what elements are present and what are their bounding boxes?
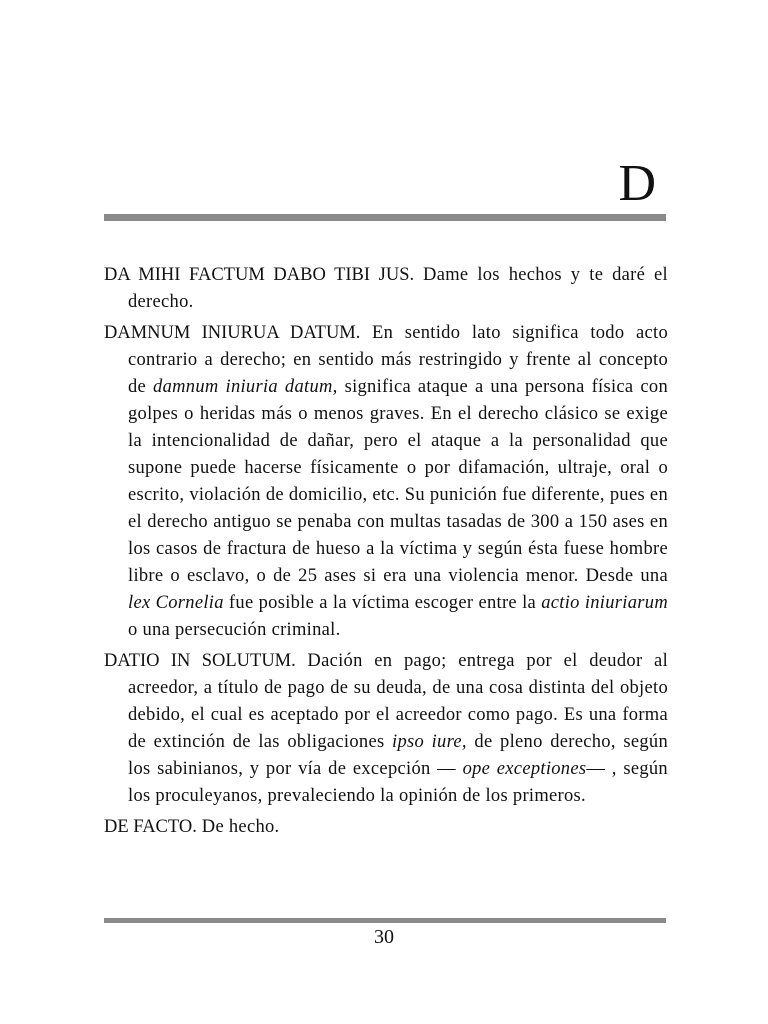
entry-italic-term: damnum iniuria datum, — [153, 377, 338, 397]
entry-italic-term: ope exceptiones — [462, 759, 587, 779]
entry-italic-term: actio iniuriarum — [541, 593, 668, 613]
entry-term: DA MIHI FACTUM DABO TIBI JUS. — [104, 265, 415, 285]
entry-definition: En sentido lato significa todo acto contrario a derecho; en sentido más restringido y frente al concepto de — [128, 323, 669, 397]
entry-da-mihi-factum — [104, 262, 668, 316]
entry-definition: Dame los hechos y te daré el derecho. — [128, 265, 668, 312]
page-number: 30 — [374, 926, 394, 948]
entry-term: DATIO IN SOLUTUM. — [104, 651, 296, 671]
entry-term: DAMNUM INIURUA DATUM. — [104, 323, 361, 343]
entry-damnum-iniurua-datum — [104, 320, 668, 644]
entry-datio-in-solutum — [104, 648, 668, 810]
dictionary-entries — [104, 262, 668, 845]
section-letter: D — [618, 155, 656, 212]
entry-definition: fue posible a la víctima escoger entre la — [223, 593, 542, 613]
entry-definition: significa ataque a una persona física con golpes o heridas más o menos graves. En el derecho clásico se exige la intencionalidad de dañar, pero el ataque a la personalidad que supone puede hacerse físicamente o por difamación, ultraje, oral o escrito, violación de domicilio, etc. Su punición fue diferente, pues en el derecho antiguo se penaba con multas tasadas de 300 a 150 ases en los casos de fractura de hueso a la víctima y según ésta fuese hombre libre o esclavo, o de 25 ases si era una violencia menor. Desde una — [128, 377, 668, 586]
entry-definition: — , según los proculeyanos, prevaleciendo la opinión de los primeros. — [128, 759, 668, 806]
entry-definition: De hecho. — [196, 817, 280, 837]
entry-italic-term: ipso iure, — [392, 732, 467, 752]
entry-definition: de pleno derecho, según los sabinianos, y por vía de excepción — — [128, 732, 668, 779]
entry-italic-term: lex Cornelia — [128, 593, 224, 613]
entry-definition: o una persecución criminal. — [128, 620, 341, 640]
entry-definition: Dación en pago; entrega por el deudor al acreedor, a título de pago de su deuda, de una cosa distinta del objeto debido, el cual es aceptado por el acreedor como pago. Es una forma de extinción de las obligaciones — [128, 651, 669, 752]
entry-de-facto — [104, 814, 668, 841]
top-divider — [104, 214, 666, 221]
entry-term: DE FACTO. — [104, 817, 197, 837]
bottom-divider — [104, 918, 666, 923]
